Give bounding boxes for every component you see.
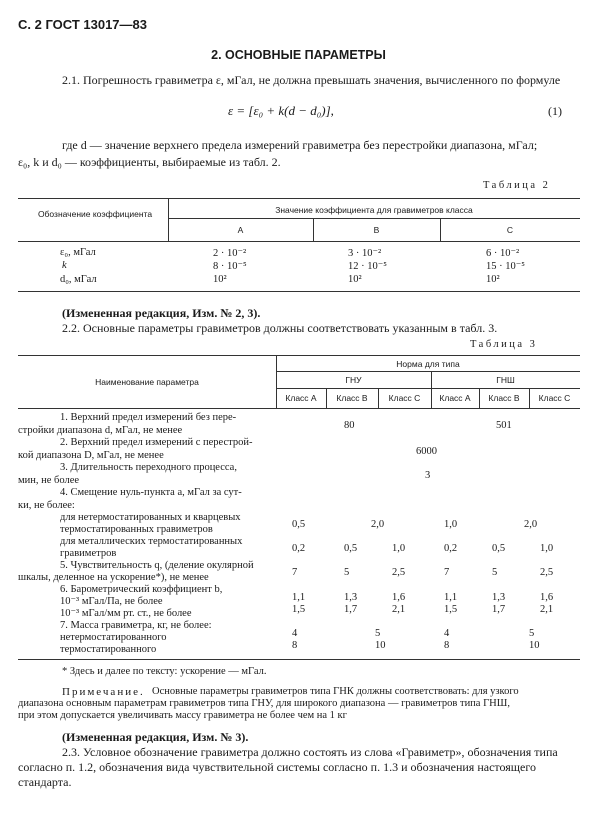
paragraph-2-3-line: 2.3. Условное обозначение гравиметра должно состоять из слова «Гравиметр», обозначения типа [62,745,558,759]
table3-cell: 501 [496,420,512,431]
table3-cell: 0,5 [292,519,306,530]
table3-param-line: 10⁻³ мГал/мм рт. ст., не более [60,608,192,619]
table3-bottom-rule [18,659,580,660]
table3-cell: 80 [344,420,355,431]
table2-row-name: k [62,260,67,271]
table3-cell: 5 [375,628,381,639]
table3-param-line: 2. Верхний предел измерений с перестрой- [60,437,253,448]
table3-cell: 2,0 [371,519,385,530]
table2-class-b: В [373,225,380,235]
table3-cell: 1,0 [392,543,406,554]
table2-cell: 3 · 10⁻² [348,248,382,259]
table3-type-rule [276,388,580,389]
table2-group-rule [168,218,580,219]
edit-note-2: (Измененная редакция, Изм. № 3). [62,730,249,744]
table3-cell: 8 [292,640,298,651]
table2-row-name: d₀, мГал [60,274,97,285]
table3-cell: 1,1 [444,592,458,603]
table3-param-line: термостатированного [60,644,157,655]
table2-label: Таблица 2 [483,180,551,191]
table2-cell: 10² [348,274,362,285]
table2-cell: 2 · 10⁻² [213,248,247,259]
table3-param-line: мин, не более [18,475,80,486]
table3-class-header: Класс С [538,393,571,403]
note-line: Основные параметры гравиметров типа ГНК должны соответствовать: для узкого [152,686,519,697]
table3-cell: 1,0 [444,519,458,530]
table3-cell: 7 [292,567,298,578]
where-line-2: ε₀, k и d₀ — коэффициенты, выбираемые из табл. 2. [18,155,281,169]
table3-cell: 8 [444,640,450,651]
table3-cell: 1,5 [292,604,306,615]
table3-top-rule [18,355,580,356]
table3-cell: 7 [444,567,450,578]
table2-bottom-rule [18,291,580,292]
table3-class-header: Класс А [439,393,471,403]
table3-cell: 0,5 [492,543,506,554]
table3-cell: 10 [529,640,540,651]
table3-cell: 10 [375,640,386,651]
table3-norm-rule [276,371,580,372]
table3-class-header: Класс С [388,393,421,403]
table3-param-line: 6. Барометрический коэффициент b, [60,584,223,595]
table3-param-line: для нетермостатированных и кварцевых [60,512,241,523]
table3-cell: 3 [425,470,431,481]
table3-cell: 5 [344,567,350,578]
section-title: 2. ОСНОВНЫЕ ПАРАМЕТРЫ [211,48,386,62]
table3-param-line: 1. Верхний предел измерений без пере- [60,412,237,423]
table2-row-name: ε₀, мГал [60,247,96,258]
table3-cell: 2,1 [540,604,554,615]
formula: ε = [ε₀ + k(d − d₀)], [228,103,334,118]
table3-param-line: для металлических термостатированных [60,536,243,547]
table2-cell: 6 · 10⁻² [486,248,520,259]
table3-cell: 1,6 [392,592,406,603]
table3-type-gnu: ГНУ [345,375,362,385]
table2-group-header: Значение коэффициента для гравиметров класса [275,205,473,215]
table3-cell: 0,2 [292,543,306,554]
table3-class-header: Класс В [336,393,368,403]
table2-col-header: Обозначение коэффициента [37,209,153,219]
table3-param-line: 5. Чувствительность q, (деление окулярной [60,560,254,571]
table3-cell: 0,5 [344,543,358,554]
note-label: Примечание. [62,686,145,698]
table3-class-header: Класс А [285,393,317,403]
table3-param-line: гравиметров [60,548,117,559]
table3-type-gnsh: ГНШ [496,375,515,385]
table2-class-c: С [506,225,514,235]
table3-param-line: 7. Масса гравиметра, кг, не более: [60,620,212,631]
table3-param-line: 4. Смещение нуль-пункта a, мГал за сут- [60,487,242,498]
table3-param-line: 3. Длительность переходного процесса, [60,462,237,473]
table3-cell: 1,7 [492,604,506,615]
table3-header-rule [18,408,580,409]
table2-cell: 10² [486,274,500,285]
paragraph-2-2: 2.2. Основные параметры гравиметров должны соответствовать указанным в табл. 3. [62,321,498,335]
table3-class-header: Класс В [488,393,520,403]
table3-param-line: кой диапазона D, мГал, не менее [18,450,164,461]
table2-cell: 8 · 10⁻⁵ [213,261,247,272]
paragraph-2-3-line: согласно п. 1.2, обозначения вида чувствительной системы согласно п. 1.3 и обозначения настоящего [18,760,536,774]
table3-cell: 4 [292,628,298,639]
table3-cell: 1,0 [540,543,554,554]
table3-cell: 5 [492,567,498,578]
table3-cell: 1,7 [344,604,358,615]
table2-cell: 12 · 10⁻⁵ [348,261,387,272]
table3-param-header: Наименование параметра [95,377,199,387]
table3-cell: 6000 [416,446,437,457]
table3-param-line: нетермостатированного [60,632,167,643]
table3-param-line: шкалы, деленное на ускорение*), не менее [18,572,209,583]
table3-cell: 2,5 [392,567,406,578]
table2-class-a: А [237,225,244,235]
where-line-1: где d — значение верхнего предела измерений гравиметра без перестройки диапазона, мГал; [62,138,538,152]
table3-norm-header: Норма для типа [396,359,460,369]
table3-param-line: 10⁻³ мГал/Па, не более [60,596,163,607]
table3-cell: 1,1 [292,592,306,603]
table3-cell: 2,1 [392,604,406,615]
edit-note-1: (Измененная редакция, Изм. № 2, 3). [62,306,261,320]
paragraph-2-1: 2.1. Погрешность гравиметра ε, мГал, не должна превышать значения, вычисленного по формуле [62,73,561,87]
note-line: диапазона основным параметрам гравиметров типа ГНУ, для широкого диапазона — гравиметров типа ГНШ, [18,698,510,709]
table2-cell: 15 · 10⁻⁵ [486,261,525,272]
note-line: при этом допускается увеличивать массу гравиметра не более чем на 1 кг [18,710,347,721]
table2-top-rule [18,198,580,199]
table3-cell: 2,0 [524,519,538,530]
table3-cell: 5 [529,628,535,639]
table3-cell: 1,5 [444,604,458,615]
table3-cell: 4 [444,628,450,639]
table2-header-rule [18,241,580,242]
table3-cell: 1,3 [344,592,358,603]
table3-label: Таблица 3 [470,339,538,350]
page-header: С. 2 ГОСТ 13017—83 [18,17,147,32]
table3-cell: 1,3 [492,592,506,603]
table3-cell: 2,5 [540,567,554,578]
formula-number: (1) [548,104,562,118]
table3-cell: 0,2 [444,543,458,554]
table3-cell: 1,6 [540,592,554,603]
table3-param-line: стройки диапазона d, мГал, не менее [18,425,183,436]
table3-param-line: термостатированных гравиметров [60,524,213,535]
paragraph-2-3-line: стандарта. [18,775,72,789]
table2-cell: 10² [213,274,227,285]
footnote: * Здесь и далее по тексту: ускорение — мГал. [62,666,267,677]
table3-param-line: ки, не более: [18,500,75,511]
